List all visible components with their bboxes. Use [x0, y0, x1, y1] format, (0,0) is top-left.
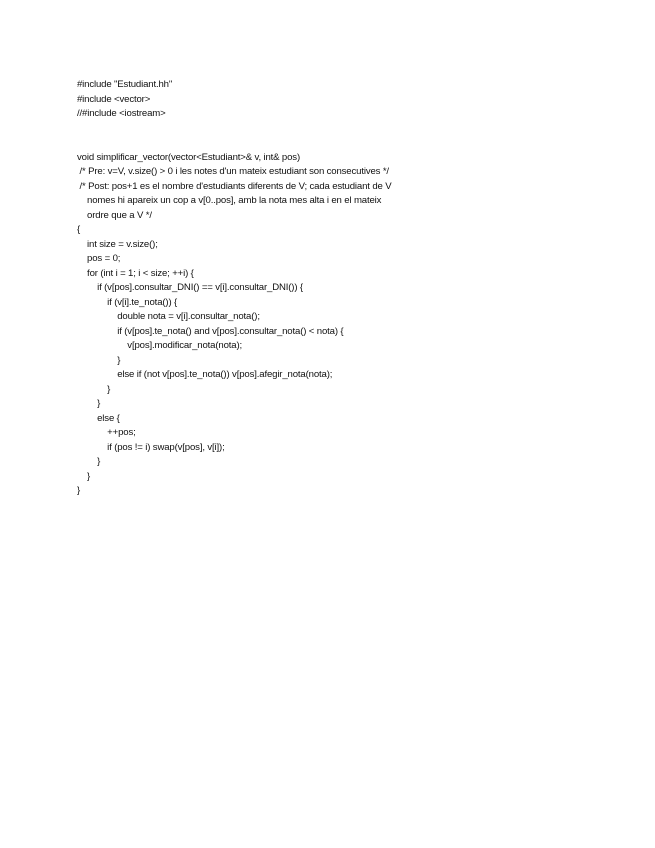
- code-line: if (v[pos].te_nota() and v[pos].consultar_nota() < nota) {: [77, 325, 344, 337]
- code-line: [77, 122, 637, 137]
- code-line: [77, 136, 637, 151]
- code-line: //#include <iostream>: [77, 108, 166, 119]
- code-line: ++pos;: [77, 427, 136, 438]
- code-line: double nota = v[i].consultar_nota();: [77, 311, 260, 322]
- code-line: pos = 0;: [77, 253, 121, 264]
- code-listing: [77, 78, 637, 499]
- code-line: }: [77, 485, 81, 496]
- code-line: /* Post: pos+1 es el nombre d'estudiants diferents de V; cada estudiant de V: [77, 180, 392, 192]
- code-line: v[pos].modificar_nota(nota);: [77, 340, 243, 351]
- code-line: }: [77, 354, 121, 366]
- code-line: if (v[pos].consultar_DNI() == v[i].consultar_DNI()) {: [77, 282, 303, 293]
- code-line: }: [77, 456, 101, 467]
- code-line: if (v[i].te_nota()) {: [77, 296, 178, 308]
- code-line: #include <vector>: [77, 93, 151, 105]
- code-line: for (int i = 1; i < size; ++i) {: [77, 267, 194, 279]
- code-line: else if (not v[pos].te_nota()) v[pos].afegir_nota(nota);: [77, 369, 333, 380]
- code-line: /* Pre: v=V, v.size() > 0 i les notes d'un mateix estudiant son consecutives */: [77, 166, 389, 177]
- code-line: if (pos != i) swap(v[pos], v[i]);: [77, 441, 225, 453]
- code-line: nomes hi apareix un cop a v[0..pos], amb la nota mes alta i en el mateix: [77, 195, 382, 206]
- code-line: else {: [77, 412, 120, 424]
- code-line: #include "Estudiant.hh": [77, 79, 173, 90]
- code-line: ordre que a V */: [77, 209, 152, 221]
- code-line: int size = v.size();: [77, 238, 158, 250]
- code-line: {: [77, 224, 81, 235]
- code-line: void simplificar_vector(vector<Estudiant>& v, int& pos): [77, 151, 300, 163]
- code-line: }: [77, 383, 111, 395]
- code-line: }: [77, 398, 101, 409]
- code-line: }: [77, 470, 91, 482]
